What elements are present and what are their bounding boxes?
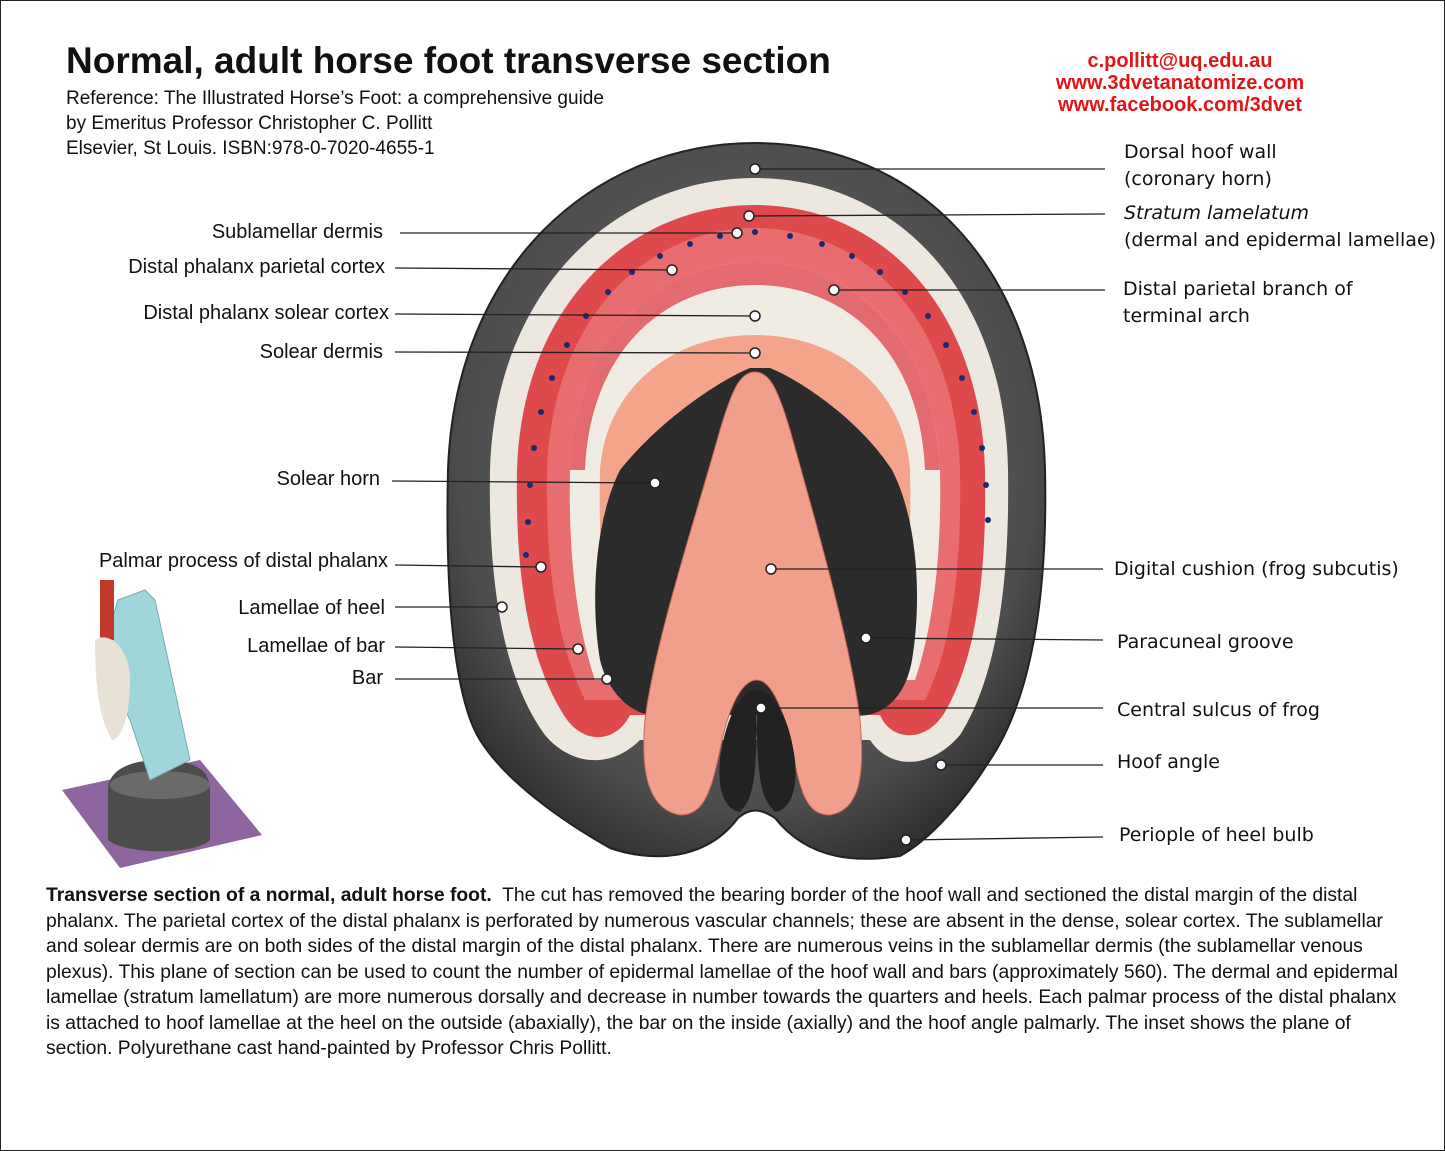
contact-facebook: www.facebook.com/3dvet bbox=[1058, 94, 1302, 116]
label-dorsal-wall: Dorsal hoof wall bbox=[1124, 141, 1277, 163]
reference-line: by Emeritus Professor Christopher C. Pollitt bbox=[66, 113, 433, 134]
label-lamellae-bar: Lamellae of bar bbox=[247, 635, 385, 657]
label-solear-cortex: Distal phalanx solear cortex bbox=[143, 302, 389, 324]
label-digital-cushion: Digital cushion (frog subcutis) bbox=[1114, 558, 1399, 580]
label-terminal-arch: Distal parietal branch of bbox=[1123, 278, 1353, 300]
caption-body: The cut has removed the bearing border of the hoof wall and sectioned the distal margin of the distal phalanx. The parietal cortex of the distal phalanx is perforated by numerous vascular channels; these are absent in the dense, solear cortex. The sublamellar and solear dermis are on both sides of the distal margin of the distal phalanx. There are numerous veins in the sublamellar dermis (the sublamellar venous plexus). This plane of section can be used to count the number of epidermal lamellae of the hoof wall and bars (approximately 560). The dermal and epidermal lamellae (stratum lamellatum) are more numerous dorsally and decrease in number towards the quarters and heels. Each palmar process of the distal phalanx is attached to hoof lamellae at the heel on the outside (abaxially), the bar on the inside (axially) and the hoof angle palmarly. The inset shows the plane of section. Polyurethane cast hand-painted by Professor Chris Pollitt. bbox=[46, 885, 1398, 1059]
label-stratum-sub: (dermal and epidermal lamellae) bbox=[1124, 229, 1437, 251]
reference-line: Reference: The Illustrated Horse’s Foot: a comprehensive guide bbox=[66, 88, 604, 109]
contact-block bbox=[1020, 50, 1340, 116]
label-paracuneal-groove: Paracuneal groove bbox=[1117, 631, 1294, 653]
label-dorsal-wall-sub: (coronary horn) bbox=[1124, 168, 1272, 190]
label-periople: Periople of heel bulb bbox=[1119, 824, 1314, 846]
label-parietal-cortex: Distal phalanx parietal cortex bbox=[128, 256, 385, 278]
label-hoof-angle: Hoof angle bbox=[1117, 751, 1220, 773]
label-palmar-process: Palmar process of distal phalanx bbox=[98, 550, 388, 572]
page-title: Normal, adult horse foot transverse section bbox=[66, 40, 831, 81]
label-lamellae-heel: Lamellae of heel bbox=[238, 597, 385, 619]
reference-block bbox=[66, 86, 604, 161]
label-stratum bbox=[1124, 200, 1309, 227]
label-sublamellar-dermis: Sublamellar dermis bbox=[211, 221, 383, 243]
caption bbox=[46, 883, 1406, 1062]
contact-email: c.pollitt@uq.edu.au bbox=[1087, 50, 1273, 72]
label-solear-dermis: Solear dermis bbox=[259, 341, 383, 363]
caption-lead: Transverse section of a normal, adult horse foot. bbox=[46, 885, 492, 906]
label-solear-horn: Solear horn bbox=[276, 468, 380, 490]
label-central-sulcus: Central sulcus of frog bbox=[1117, 699, 1320, 721]
inset-foot-model bbox=[62, 580, 262, 868]
label-terminal-arch-sub: terminal arch bbox=[1123, 305, 1250, 327]
label-stratum-italic: Stratum lamelatum bbox=[1124, 202, 1310, 224]
reference-line: Elsevier, St Louis. ISBN:978-0-7020-4655-1 bbox=[66, 138, 435, 159]
label-bar: Bar bbox=[351, 667, 383, 689]
contact-website: www.3dvetanatomize.com bbox=[1055, 72, 1305, 94]
